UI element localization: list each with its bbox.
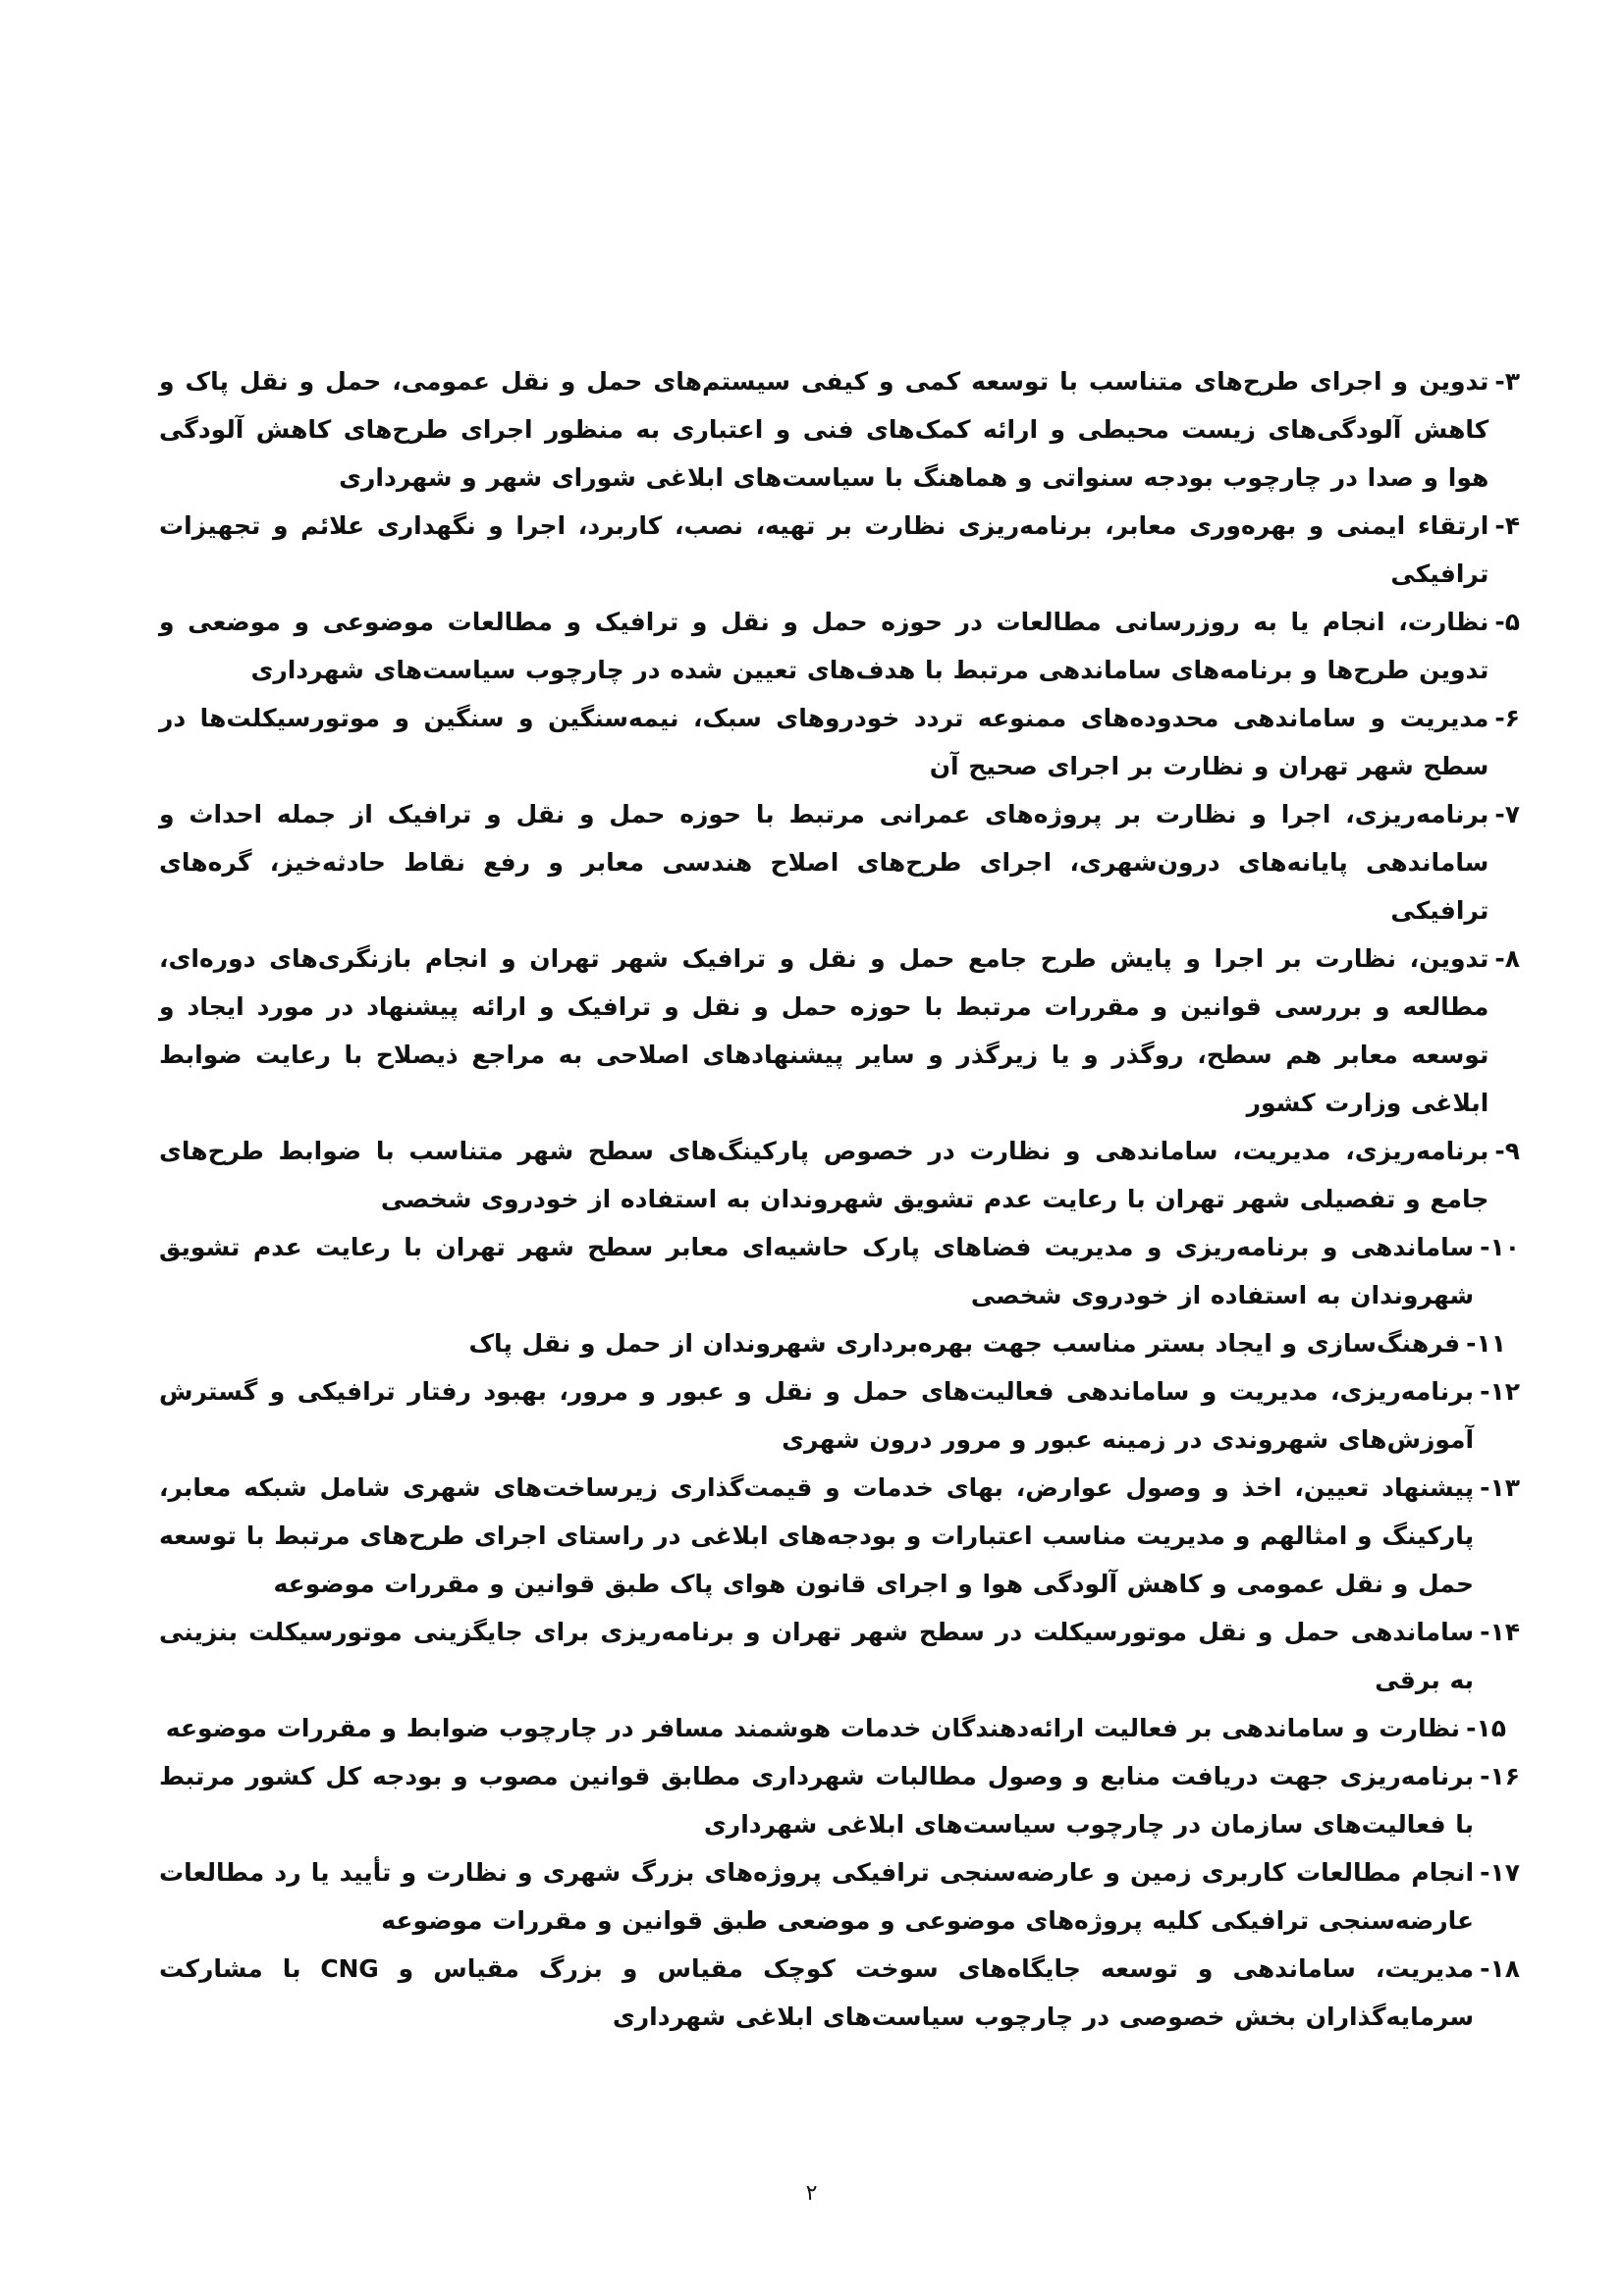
item-number: ۱۳- <box>1480 1473 1520 1502</box>
item-text: تدوین و اجرای طرح‌های متناسب با توسعه کمی و کیفی سیستم‌های حمل و نقل عمومی، حمل و نقل پاک و کاهش آلودگی‌های زیست محیطی و ارائه کمک‌های فنی و اعتباری به منظور اجرای طرح‌های کاهش آلودگی هوا و صدا در چارچوب بودجه سنواتی و هماهنگ با سیاست‌های ابلاغی شورای شهر و شهرداری <box>159 367 1489 492</box>
item-number: ۱۸- <box>1480 1954 1520 1983</box>
item-text: ساماندهی و برنامه‌ریزی و مدیریت فضاهای پارک حاشیه‌ای معابر سطح شهر تهران با رعایت عدم تشویق شهروندان به استفاده از خودروی شخصی <box>159 1233 1475 1309</box>
item-text: تدوین، نظارت بر اجرا و پایش طرح جامع حمل و نقل و ترافیک شهر تهران و انجام بازنگری‌های دوره‌ای، مطالعه و بررسی قوانین و مقررات مرتبط با حوزه حمل و نقل و ترافیک و ارائه پیشنهاد در مورد ایجاد و توسعه معابر هم سطح، روگذر و یا زیرگذر و سایر پیشنهادهای اصلاحی به مراجع ذیصلاح با رعایت ضوابط ابلاغی وزارت کشور <box>159 944 1489 1117</box>
item-text: فرهنگ‌سازی و ایجاد بستر مناسب جهت بهره‌برداری شهروندان از حمل و نقل پاک <box>468 1329 1461 1358</box>
item-number: ۴- <box>1494 511 1520 540</box>
item-number: ۱۰- <box>1480 1233 1520 1261</box>
list-item-5 <box>159 598 1520 694</box>
list-item-14 <box>159 1608 1520 1704</box>
list-item-17 <box>159 1848 1520 1945</box>
list-item-4 <box>159 502 1520 598</box>
item-number: ۳- <box>1494 367 1520 396</box>
item-text: پیشنهاد تعیین، اخذ و وصول عوارض، بهای خدمات و قیمت‌گذاری زیرساخت‌های شهری شامل شبکه معابر، پارکینگ و امثالهم و مدیریت مناسب اعتبارات و بودجه‌های ابلاغی در راستای اجرای طرح‌های مرتبط با توسعه حمل و نقل عمومی و کاهش آلودگی هوا و اجرای قانون هوای پاک طبق قوانین و مقررات موضوعه <box>159 1473 1475 1598</box>
item-text: مدیریت، ساماندهی و توسعه جایگاه‌های سوخت کوچک مقیاس و بزرگ مقیاس و CNG با مشارکت سرمایه‌گذاران بخش خصوصی در چارچوب سیاست‌های ابلاغی شهرداری <box>159 1954 1475 2031</box>
item-text: برنامه‌ریزی، مدیریت، ساماندهی و نظارت در خصوص پارکینگ‌های سطح شهر متناسب با ضوابط طرح‌های جامع و تفصیلی شهر تهران با رعایت عدم تشویق شهروندان به استفاده از خودروی شخصی <box>159 1137 1489 1213</box>
item-number: ۹- <box>1494 1137 1520 1165</box>
list-item-7 <box>159 790 1520 934</box>
list-item-18 <box>159 1945 1520 2041</box>
list-item-3 <box>159 357 1520 502</box>
document-body <box>159 357 1520 2041</box>
item-text: ارتقاء ایمنی و بهره‌وری معابر، برنامه‌ریزی نظارت بر تهیه، نصب، کاربرد، اجرا و نگهداری علائم و تجهیزات ترافیکی <box>159 511 1489 588</box>
item-number: ۱۱- <box>1466 1329 1506 1358</box>
page-number: ۲ <box>805 2181 818 2206</box>
list-item-13 <box>159 1464 1520 1608</box>
item-number: ۵- <box>1494 608 1520 636</box>
item-text: مدیریت و ساماندهی محدوده‌های ممنوعه تردد خودروهای سبک، نیمه‌سنگین و سنگین و موتورسیکلت‌ها در سطح شهر تهران و نظارت بر اجرای صحیح آن <box>159 704 1489 780</box>
item-text: برنامه‌ریزی جهت دریافت منابع و وصول مطالبات شهرداری مطابق قوانین مصوب و بودجه کل کشور مرتبط با فعالیت‌های سازمان در چارچوب سیاست‌های ابلاغی شهرداری <box>159 1762 1475 1839</box>
item-text: انجام مطالعات کاربری زمین و عارضه‌سنجی ترافیکی پروژه‌های بزرگ شهری و نظارت و تأیید یا رد مطالعات عارضه‌سنجی ترافیکی کلیه پروژه‌های موضوعی و موضعی طبق قوانین و مقررات موضوعه <box>159 1858 1475 1935</box>
item-number: ۱۷- <box>1480 1858 1520 1887</box>
item-text: نظارت، انجام یا به روزرسانی مطالعات در حوزه حمل و نقل و ترافیک و مطالعات موضوعی و موضعی و تدوین طرح‌ها و برنامه‌های ساماندهی مرتبط با هدف‌های تعیین شده در چارچوب سیاست‌های شهرداری <box>159 608 1489 684</box>
item-number: ۸- <box>1494 944 1520 973</box>
item-number: ۶- <box>1494 704 1520 732</box>
item-number: ۱۲- <box>1480 1377 1520 1406</box>
list-item-15 <box>159 1704 1520 1752</box>
list-item-8 <box>159 934 1520 1127</box>
item-number: ۱۴- <box>1480 1618 1520 1646</box>
list-item-9 <box>159 1127 1520 1223</box>
item-text: برنامه‌ریزی، اجرا و نظارت بر پروژه‌های عمرانی مرتبط با حوزه حمل و نقل و ترافیک از جمله احداث و ساماندهی پایانه‌های درون‌شهری، اجرای طرح‌های اصلاح هندسی معابر و رفع نقاط حادثه‌خیز، گره‌های ترافیکی <box>159 800 1489 925</box>
item-number: ۱۶- <box>1480 1762 1520 1790</box>
item-number: ۱۵- <box>1466 1714 1506 1742</box>
list-item-11 <box>159 1319 1520 1367</box>
list-item-12 <box>159 1367 1520 1464</box>
item-text: برنامه‌ریزی، مدیریت و ساماندهی فعالیت‌های حمل و نقل و عبور و مرور، بهبود رفتار ترافیکی و گسترش آموزش‌های شهروندی در زمینه عبور و مرور درون شهری <box>159 1377 1475 1454</box>
list-item-6 <box>159 694 1520 790</box>
item-text: ساماندهی حمل و نقل موتورسیکلت در سطح شهر تهران و برنامه‌ریزی برای جایگزینی موتورسیکلت بنزینی به برقی <box>159 1618 1475 1694</box>
item-text: نظارت و ساماندهی بر فعالیت ارائه‌دهندگان خدمات هوشمند مسافر در چارچوب ضوابط و مقررات موضوعه <box>165 1714 1461 1742</box>
item-number: ۷- <box>1494 800 1520 828</box>
list-item-10 <box>159 1223 1520 1319</box>
list-item-16 <box>159 1752 1520 1848</box>
